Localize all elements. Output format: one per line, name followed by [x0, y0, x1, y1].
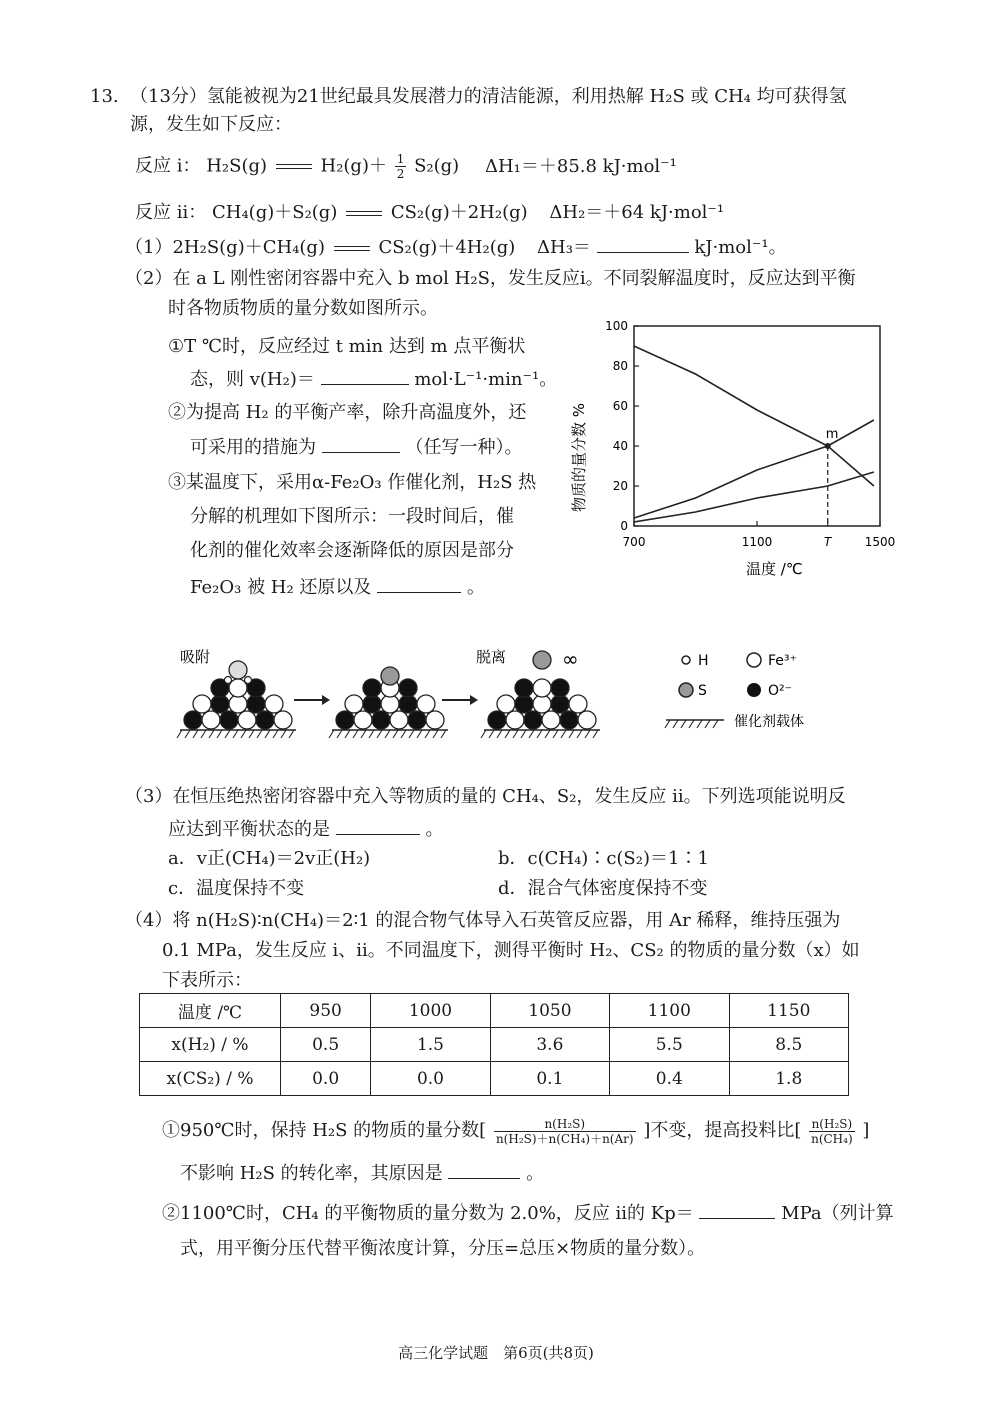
- legend-o-label: O²⁻: [768, 683, 793, 699]
- part-4-2-text-b: MPa（列计算: [781, 1203, 894, 1224]
- answer-blank-conversion[interactable]: [448, 1160, 520, 1179]
- table-cell: 0.0: [281, 1062, 371, 1096]
- table-cell: 0.0: [371, 1062, 490, 1096]
- y-tick-label: 0: [620, 519, 628, 533]
- h2-molecule-icon: ∞: [562, 647, 579, 671]
- table-cell: 0.5: [281, 1028, 371, 1062]
- chart-point-m: [825, 443, 831, 449]
- support-hatch: [249, 730, 254, 738]
- part-4-line-1: （4）将 n(H₂S)∶n(CH₄)＝2∶1 的混合物气体导入石英管反应器，用 Ar 稀释，维持压强为: [125, 910, 841, 931]
- catalyst-mechanism-diagram: [170, 640, 870, 750]
- answer-blank-dh3[interactable]: [597, 234, 689, 253]
- x-tick-label: 1500: [864, 535, 896, 549]
- y-tick-label: 40: [612, 439, 628, 453]
- iron-atom: [533, 679, 551, 697]
- support-hatch: [577, 730, 582, 738]
- support-hatch: [265, 730, 270, 738]
- answer-blank-rate[interactable]: [321, 366, 409, 385]
- part-1-right: CS₂(g)＋4H₂(g): [378, 237, 516, 258]
- reaction-i: [135, 152, 677, 181]
- oxygen-atom: [184, 711, 202, 729]
- support-hatch: [705, 720, 710, 728]
- chart-plot-frame: [634, 326, 880, 526]
- option-b: b．c(CH₄)∶c(S₂)＝1∶1: [498, 848, 709, 869]
- part-2-3-line-c: 化剂的催化效率会逐渐降低的原因是部分: [190, 540, 514, 561]
- answer-blank-kp[interactable]: [699, 1200, 775, 1219]
- support-hatch: [177, 730, 182, 738]
- support-hatch: [513, 730, 518, 738]
- reaction-i-dh: ΔH₁＝＋85.8 kJ·mol⁻¹: [484, 155, 677, 177]
- half-fraction: $\frac{1}{2}$: [396, 152, 405, 181]
- oxygen-atom: [560, 711, 578, 729]
- question-intro-1: （13分）氢能被视为21世纪最具发展潜力的清洁能源，利用热解 H₂S 或 CH₄ 均可获得氢: [130, 86, 847, 107]
- page-footer: 高三化学试题 第6页(共8页): [398, 1344, 594, 1362]
- iron-atom: [506, 711, 524, 729]
- table-cell: x(H₂) / %: [140, 1028, 281, 1062]
- support-hatch: [441, 730, 446, 738]
- equilibrium-arrow-icon: [334, 246, 370, 251]
- mech-label-desorb: 脱离: [476, 648, 507, 666]
- x-tick-label: 1100: [741, 535, 773, 549]
- support-hatch: [201, 730, 206, 738]
- iron-atom: [274, 711, 292, 729]
- part-2-2-text: 可采用的措施为: [190, 437, 316, 458]
- part-3-line-1: （3）在恒压绝热密闭容器中充入等物质的量的 CH₄、S₂，发生反应 ii。下列选项能说明反: [125, 786, 846, 807]
- reaction-i-label: 反应 i：: [135, 155, 201, 177]
- support-hatch: [369, 730, 374, 738]
- support-hatch: [537, 730, 542, 738]
- support-hatch: [489, 730, 494, 738]
- table-header-cell: 温度 /℃: [140, 994, 281, 1028]
- oxygen-atom: [524, 711, 542, 729]
- support-hatch: [225, 730, 230, 738]
- part-2-3-end: 。: [466, 577, 485, 598]
- legend-h-icon: [682, 656, 690, 664]
- part-2-1-text: 态，则 v(H₂)＝: [190, 369, 315, 390]
- support-hatch: [505, 730, 510, 738]
- support-hatch: [529, 730, 534, 738]
- support-hatch: [329, 730, 334, 738]
- reaction-i-left: H₂S(g): [206, 155, 268, 177]
- table-header-cell: 1150: [729, 994, 848, 1028]
- oxygen-atom: [408, 711, 426, 729]
- table-cell: 0.1: [490, 1062, 609, 1096]
- part-3-end: 。: [425, 819, 444, 840]
- part-4-2-line-b: 式，用平衡分压代替平衡浓度计算，分压=总压×物质的量分数）。: [180, 1238, 706, 1259]
- support-hatch: [521, 730, 526, 738]
- iron-atom: [202, 711, 220, 729]
- support-hatch: [241, 730, 246, 738]
- series-line-H₂S: [634, 346, 874, 486]
- support-hatch: [569, 730, 574, 738]
- series-line-S₂: [634, 472, 874, 522]
- part-2-1-line-b: [190, 366, 557, 393]
- equilibrium-chart: [570, 316, 910, 586]
- support-hatch: [409, 730, 414, 738]
- iron-atom: [417, 695, 435, 713]
- x-tick-label: T: [824, 535, 832, 549]
- table-header-cell: 1050: [490, 994, 609, 1028]
- support-hatch: [345, 730, 350, 738]
- table-row: [140, 1028, 849, 1062]
- mole-fraction-expression: $\frac{\text{n(H₂S)}}{\text{n(H₂S)＋n(CH₄)＋n(Ar)}}$: [495, 1116, 634, 1146]
- question-number: 13.: [90, 86, 119, 107]
- support-hatch: [217, 730, 222, 738]
- support-hatch: [417, 730, 422, 738]
- part-4-2-text-a: ②1100℃时，CH₄ 的平衡物质的量分数为 2.0%，反应 ii的 Kp＝: [162, 1203, 694, 1224]
- support-hatch: [481, 730, 486, 738]
- oxygen-atom: [247, 695, 265, 713]
- table-cell: 8.5: [729, 1028, 848, 1062]
- iron-atom: [381, 695, 399, 713]
- answer-blank-reason[interactable]: [377, 574, 461, 593]
- sulfur-atom: [381, 667, 399, 685]
- part-1-left: （1）2H₂S(g)＋CH₄(g): [125, 237, 325, 258]
- part-2-3-line-a: ③某温度下，采用α-Fe₂O₃ 作催化剂，H₂S 热: [168, 472, 537, 493]
- oxygen-atom: [220, 711, 238, 729]
- support-hatch: [561, 730, 566, 738]
- support-hatch: [385, 730, 390, 738]
- oxygen-atom: [399, 679, 417, 697]
- mech-label-adsorb: 吸附: [180, 648, 211, 666]
- reaction-i-right-b: S₂(g): [414, 155, 460, 177]
- iron-atom: [569, 695, 587, 713]
- iron-atom: [238, 711, 256, 729]
- iron-atom: [345, 695, 363, 713]
- support-hatch: [361, 730, 366, 738]
- answer-blank-equilibrium[interactable]: [336, 816, 420, 835]
- iron-atom: [193, 695, 211, 713]
- y-tick-label: 100: [605, 319, 628, 333]
- table-cell: x(CS₂) / %: [140, 1062, 281, 1096]
- legend-support-icon: [665, 720, 724, 728]
- equilibrium-arrow-icon: [276, 164, 312, 169]
- x-tick-label: 700: [622, 535, 646, 549]
- support-hatch: [337, 730, 342, 738]
- part-4-line-3: 下表所示：: [162, 970, 252, 991]
- legend: [665, 653, 804, 730]
- part-4-1-text-d: 不影响 H₂S 的转化率，其原因是: [180, 1163, 443, 1184]
- part-2-line-1: （2）在 a L 刚性密闭容器中充入 b mol H₂S，发生反应i。不同裂解温度时，反应达到平衡: [125, 268, 856, 289]
- reaction-ii-label: 反应 ii：: [135, 202, 207, 223]
- table-row: [140, 994, 849, 1028]
- support-hatch: [289, 730, 294, 738]
- table-cell: 0.4: [610, 1062, 729, 1096]
- support-hatch: [377, 730, 382, 738]
- support-hatch: [689, 720, 694, 728]
- part-4-1-line-a: [162, 1114, 869, 1148]
- legend-h-label: H: [698, 653, 709, 669]
- option-c: c．温度保持不变: [168, 878, 305, 899]
- part-3-text: 应达到平衡状态的是: [168, 819, 330, 840]
- support-hatch: [193, 730, 198, 738]
- legend-support-label: 催化剂载体: [734, 714, 804, 730]
- iron-atom: [542, 711, 560, 729]
- part-2-line-2: 时各物质物质的量分数如图所示。: [168, 298, 438, 319]
- arrow-right-icon: [294, 695, 330, 705]
- y-tick-label: 20: [612, 479, 628, 493]
- iron-atom: [265, 695, 283, 713]
- chart-x-label: 温度 /℃: [746, 560, 803, 578]
- support-hatch: [585, 730, 590, 738]
- chart-x-ticks: [623, 521, 896, 549]
- h2s-sulfur-atom: [229, 661, 247, 679]
- part-4-2-line-a: [162, 1200, 894, 1227]
- part-3-line-2: [168, 816, 443, 843]
- support-hatch: [353, 730, 358, 738]
- oxygen-atom: [211, 695, 229, 713]
- y-tick-label: 80: [612, 359, 628, 373]
- support-hatch: [425, 730, 430, 738]
- iron-atom: [354, 711, 372, 729]
- oxygen-atom: [372, 711, 390, 729]
- support-hatch: [545, 730, 550, 738]
- support-hatch: [697, 720, 702, 728]
- oxygen-atom: [515, 679, 533, 697]
- option-a: a．v正(CH₄)＝2v正(H₂): [168, 848, 371, 869]
- part-2-3-text: Fe₂O₃ 被 H₂ 还原以及: [190, 577, 372, 598]
- support-hatch: [209, 730, 214, 738]
- oxygen-atom: [256, 711, 274, 729]
- option-d: d．混合气体密度保持不变: [498, 878, 708, 899]
- catalyst-particle-piles: [177, 651, 600, 738]
- y-tick-label: 60: [612, 399, 628, 413]
- answer-blank-measure[interactable]: [322, 434, 400, 453]
- hydrogen-atom: [225, 677, 232, 684]
- part-1-dh: ΔH₃＝: [537, 237, 591, 258]
- part-1: [125, 234, 787, 261]
- reaction-ii-left: CH₄(g)＋S₂(g): [211, 202, 338, 223]
- table-cell: 5.5: [610, 1028, 729, 1062]
- table-header-cell: 1100: [610, 994, 729, 1028]
- oxygen-atom: [488, 711, 506, 729]
- support-hatch: [497, 730, 502, 738]
- oxygen-atom: [363, 695, 381, 713]
- part-4-1-end: 。: [526, 1163, 545, 1184]
- oxygen-atom: [363, 679, 381, 697]
- table-header-cell: 1000: [371, 994, 490, 1028]
- iron-atom: [578, 711, 596, 729]
- part-2-3-line-b: 分解的机理如下图所示：一段时间后，催: [190, 506, 514, 527]
- support-hatch: [681, 720, 686, 728]
- table-cell: 3.6: [490, 1028, 609, 1062]
- reaction-i-right-a: H₂(g)＋: [320, 155, 387, 177]
- data-table: [139, 993, 849, 1096]
- support-hatch: [433, 730, 438, 738]
- chart-annotation-m: m: [825, 427, 839, 442]
- part-4-1-text-c: ]: [862, 1120, 870, 1141]
- legend-fe-icon: [747, 653, 761, 667]
- table-row: [140, 1062, 849, 1096]
- part-4-line-2: 0.1 MPa，发生反应 i、ii。不同温度下，测得平衡时 H₂、CS₂ 的物质的量分数（x）如: [162, 940, 860, 961]
- oxygen-atom: [551, 679, 569, 697]
- iron-atom: [426, 711, 444, 729]
- reaction-ii-right: CS₂(g)＋2H₂(g): [390, 202, 528, 223]
- support-hatch: [673, 720, 678, 728]
- reaction-ii: [135, 200, 724, 226]
- iron-atom: [497, 695, 515, 713]
- iron-atom: [229, 695, 247, 713]
- hydrogen-atom: [245, 677, 252, 684]
- iron-atom: [533, 695, 551, 713]
- legend-fe-label: Fe³⁺: [768, 653, 797, 669]
- part-1-unit: kJ·mol⁻¹。: [694, 237, 787, 258]
- support-hatch: [553, 730, 558, 738]
- table-cell: 1.8: [729, 1062, 848, 1096]
- part-2-1-unit: mol·L⁻¹·min⁻¹。: [414, 369, 558, 390]
- support-hatch: [233, 730, 238, 738]
- legend-o-icon: [747, 683, 761, 697]
- part-4-1-text-b: ]不变，提高投料比[: [643, 1120, 802, 1141]
- part-4-1-text-a: ①950℃时，保持 H₂S 的物质的量分数[: [162, 1120, 487, 1141]
- legend-s-icon: [679, 683, 693, 697]
- question-intro-2: 源，发生如下反应：: [130, 114, 292, 135]
- legend-s-label: S: [698, 683, 707, 699]
- support-hatch: [713, 720, 718, 728]
- support-hatch: [273, 730, 278, 738]
- chart-y-label: 物质的量分数 %: [570, 402, 588, 512]
- table-header-cell: 950: [281, 994, 371, 1028]
- support-hatch: [257, 730, 262, 738]
- reaction-ii-dh: ΔH₂＝＋64 kJ·mol⁻¹: [549, 202, 725, 223]
- support-hatch: [665, 720, 670, 728]
- support-hatch: [281, 730, 286, 738]
- part-2-1-line-a: ①T ℃时，反应经过 t min 达到 m 点平衡状: [168, 336, 526, 357]
- feed-ratio-expression: $\frac{\text{n(H₂S)}}{\text{n(CH₄)}}$: [811, 1116, 853, 1146]
- table-cell: 1.5: [371, 1028, 490, 1062]
- oxygen-atom: [551, 695, 569, 713]
- oxygen-atom: [399, 695, 417, 713]
- arrow-right-icon: [442, 695, 478, 705]
- support-hatch: [401, 730, 406, 738]
- part-2-2-line-a: ②为提高 H₂ 的平衡产率，除升高温度外，还: [168, 402, 527, 423]
- part-2-2-note: （任写一种）。: [405, 437, 523, 458]
- sulfur-atom: [533, 651, 551, 669]
- support-hatch: [393, 730, 398, 738]
- iron-atom: [390, 711, 408, 729]
- oxygen-atom: [515, 695, 533, 713]
- oxygen-atom: [336, 711, 354, 729]
- support-hatch: [593, 730, 598, 738]
- equilibrium-arrow-icon: [346, 211, 382, 216]
- support-hatch: [185, 730, 190, 738]
- part-4-1-line-b: [180, 1160, 544, 1187]
- part-2-3-line-d: [190, 574, 485, 601]
- part-2-2-line-b: [190, 434, 522, 461]
